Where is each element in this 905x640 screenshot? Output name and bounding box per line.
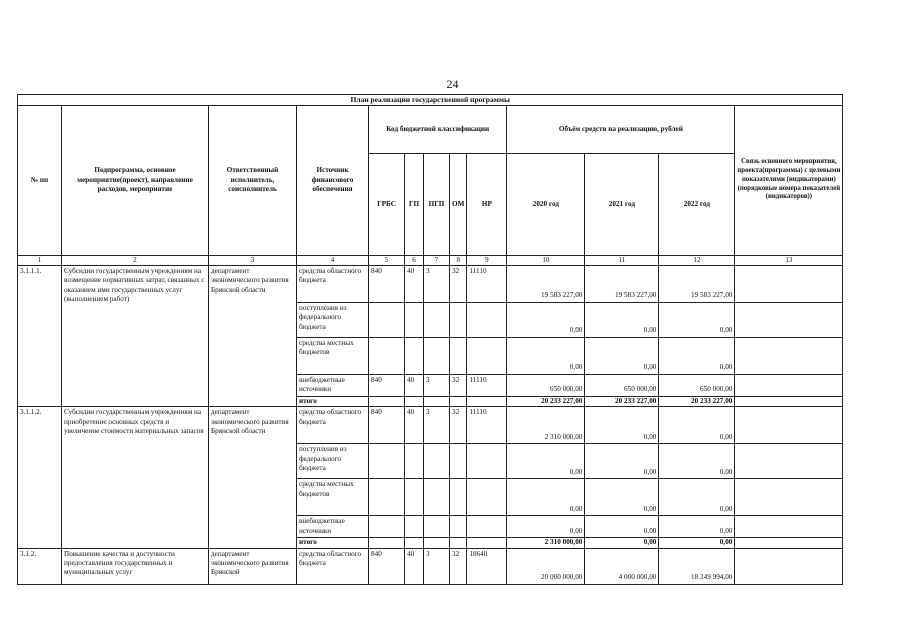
activity-name: Повышение качества и доступности предоставления государственных и муниципальных услуг [62,548,209,584]
total-2020: 2 310 000,00 [507,538,585,548]
indicator-link [735,444,843,479]
om-code [450,444,467,479]
header-source: Источник финансового обеспечения [297,105,369,255]
col-number: 11 [585,255,659,265]
amount-2021: 0,00 [585,516,659,538]
grbs-code: 840 [369,265,405,302]
empty-cell [424,396,450,406]
header-pgp: ПГП [424,153,450,255]
indicator-link [735,337,843,374]
activity-name: Субсидии государственным учреждениям на приобретение основных средств и увеличение стоимости материальных запасов [62,407,209,548]
amount-2020: 0,00 [507,444,585,479]
gp-code [405,479,424,516]
col-number: 9 [467,255,507,265]
om-code: 32 [450,374,467,396]
np-code: 18640 [467,548,507,584]
amount-2022: 0,00 [659,407,735,444]
empty-cell [405,396,424,406]
table-row [18,407,843,444]
amount-2020: 0,00 [507,302,585,337]
table-row [18,265,843,302]
amount-2021: 0,00 [585,444,659,479]
activity-number: 3.1.1.1. [18,265,62,406]
gp-code [405,337,424,374]
np-code [467,302,507,337]
grbs-code: 840 [369,407,405,444]
header-2021: 2021 год [585,153,659,255]
header-gp: ГП [405,153,424,255]
indicator-link [735,396,843,406]
program-plan-table-wrapper [17,94,843,585]
gp-code: 40 [405,407,424,444]
activity-number: 3.1.1.2. [18,407,62,548]
amount-2020: 0,00 [507,337,585,374]
pgp-code: 3 [424,374,450,396]
header-grbs: ГРБС [369,153,405,255]
indicator-link [735,516,843,538]
col-number: 13 [735,255,843,265]
header-2022: 2022 год [659,153,735,255]
amount-2020: 19 583 227,00 [507,265,585,302]
amount-2022: 0,00 [659,444,735,479]
indicator-link [735,302,843,337]
header-link: Связь основного мероприятия, проекта(программы) с целевыми показателями (индикаторами) (порядковые номера показателей (индикаторов)) [735,105,843,255]
amount-2021: 0,00 [585,337,659,374]
activity-executor: департамент экономического развития Брянской [209,548,297,584]
indicator-link [735,407,843,444]
total-2020: 20 233 227,00 [507,396,585,406]
total-2022: 0,00 [659,538,735,548]
program-plan-table [17,94,843,585]
funding-source: средства областного бюджета [297,265,369,302]
col-number: 7 [424,255,450,265]
grbs-code [369,516,405,538]
activity-name: Субсидии государственным учреждениям на возмещение нормативных затрат, связанных с оказанием ими государственных услуг (выполнением работ) [62,265,209,406]
indicator-link [735,479,843,516]
page-number: 24 [446,77,459,91]
funding-source: средства областного бюджета [297,548,369,584]
activity-executor: департамент экономического развития Брянской области [209,407,297,548]
empty-cell [369,538,405,548]
amount-2022: 0,00 [659,516,735,538]
header-executor: Ответственный исполнитель, соисполнитель [209,105,297,255]
total-2022: 20 233 227,00 [659,396,735,406]
grbs-code: 840 [369,548,405,584]
header-num: № пп [18,105,62,255]
np-code: 11110 [467,374,507,396]
empty-cell [369,396,405,406]
gp-code: 40 [405,548,424,584]
amount-2021: 0,00 [585,479,659,516]
indicator-link [735,548,843,584]
amount-2022: 650 000,00 [659,374,735,396]
gp-code: 40 [405,265,424,302]
empty-cell [424,538,450,548]
amount-2022: 0,00 [659,302,735,337]
amount-2021: 19 583 227,00 [585,265,659,302]
funding-source: внебюджетные источники [297,374,369,396]
om-code [450,337,467,374]
funding-source: поступления из федерального бюджета [297,302,369,337]
total-2021: 0,00 [585,538,659,548]
grbs-code [369,479,405,516]
header-2020: 2020 год [507,153,585,255]
activity-executor: департамент экономического развития Брянской области [209,265,297,406]
amount-2022: 0,00 [659,479,735,516]
col-number: 8 [450,255,467,265]
table-title-row [18,95,843,106]
total-label: итого [297,538,369,548]
amount-2021: 0,00 [585,407,659,444]
column-numbers-row [18,255,843,265]
col-number: 12 [659,255,735,265]
pgp-code: 3 [424,407,450,444]
col-number: 3 [209,255,297,265]
header-om: ОМ [450,153,467,255]
col-number: 6 [405,255,424,265]
amount-2021: 650 000,00 [585,374,659,396]
empty-cell [467,396,507,406]
amount-2022: 19 583 227,00 [659,265,735,302]
gp-code [405,516,424,538]
empty-cell [467,538,507,548]
total-label: итого [297,396,369,406]
np-code [467,337,507,374]
om-code [450,479,467,516]
np-code [467,479,507,516]
np-code: 11110 [467,265,507,302]
amount-2020: 2 310 000,00 [507,407,585,444]
om-code [450,302,467,337]
amount-2021: 4 000 000,00 [585,548,659,584]
funding-source: внебюджетные источники [297,516,369,538]
total-2021: 20 233 227,00 [585,396,659,406]
grbs-code [369,337,405,374]
pgp-code: 3 [424,548,450,584]
header-activity: Подпрограмма, основное мероприятие(проект), направление расходов, мероприятие [62,105,209,255]
empty-cell [405,538,424,548]
pgp-code [424,479,450,516]
om-code: 32 [450,548,467,584]
grbs-code: 840 [369,374,405,396]
indicator-link [735,374,843,396]
gp-code [405,444,424,479]
gp-code: 40 [405,374,424,396]
om-code: 32 [450,407,467,444]
funding-source: поступления из федерального бюджета [297,444,369,479]
amount-2020: 0,00 [507,479,585,516]
grbs-code [369,302,405,337]
pgp-code [424,444,450,479]
amount-2020: 0,00 [507,516,585,538]
om-code [450,516,467,538]
col-number: 2 [62,255,209,265]
empty-cell [450,396,467,406]
col-number: 5 [369,255,405,265]
funding-source: средства местных бюджетов [297,337,369,374]
pgp-code [424,337,450,374]
pgp-code: 3 [424,265,450,302]
amount-2020: 650 000,00 [507,374,585,396]
pgp-code [424,302,450,337]
header-budget-code: Код бюджетной классификации [369,105,507,153]
pgp-code [424,516,450,538]
header-np: НР [467,153,507,255]
funding-source: средства областного бюджета [297,407,369,444]
amount-2022: 18 249 994,00 [659,548,735,584]
indicator-link [735,538,843,548]
empty-cell [450,538,467,548]
np-code [467,516,507,538]
table-row [18,548,843,584]
np-code: 11110 [467,407,507,444]
amount-2021: 0,00 [585,302,659,337]
activity-number: 3.1.2. [18,548,62,584]
gp-code [405,302,424,337]
col-number: 10 [507,255,585,265]
np-code [467,444,507,479]
header-volume: Объём средств на реализацию, рублей [507,105,735,153]
table-title: План реализации государственной программы [18,95,843,106]
funding-source: средства местных бюджетов [297,479,369,516]
amount-2022: 0,00 [659,337,735,374]
header-row [18,105,843,153]
om-code: 32 [450,265,467,302]
amount-2020: 20 000 000,00 [507,548,585,584]
grbs-code [369,444,405,479]
indicator-link [735,265,843,302]
col-number: 4 [297,255,369,265]
col-number: 1 [18,255,62,265]
